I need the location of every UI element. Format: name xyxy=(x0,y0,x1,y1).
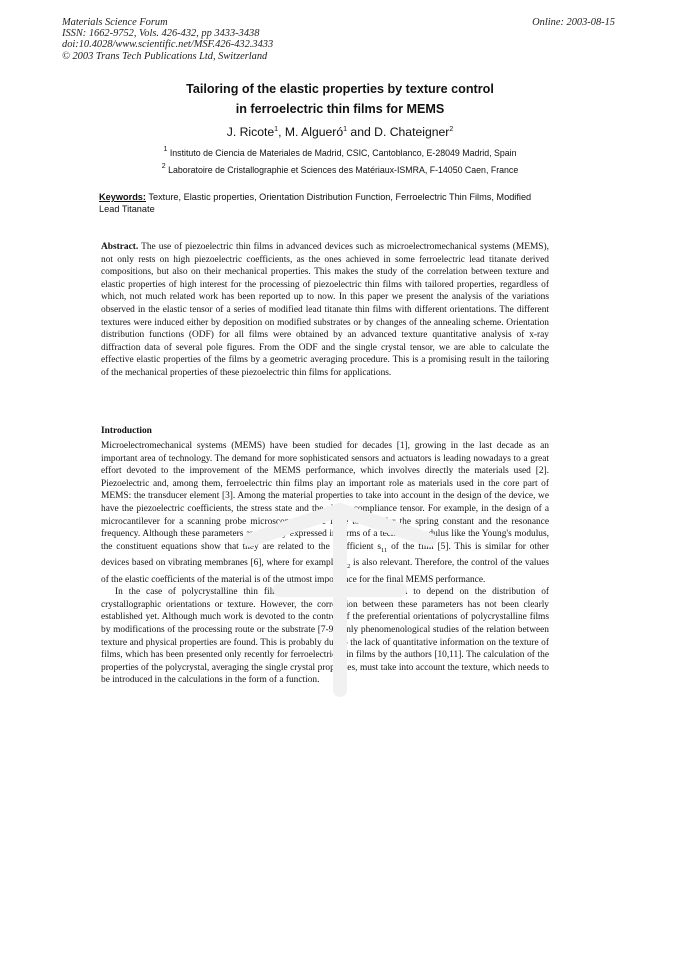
paragraph-text: is also relevant. Therefore, the control of the values of the elastic coefficients of the material is of the utmost importance for the final MEMS performance. xyxy=(101,558,550,585)
abstract-text: The use of piezoelectric thin films in advanced devices such as microelectromechanical systems (MEMS), not only rests on high piezoelectric coefficients, as the ones achieved in some ferroelectric lead titanate derived compositions, but also on their mechanical properties. This makes the study of the correlation between texture and elastic properties of high interest for the processing of piezoelectric thin films with tailored properties, regardless of which, not much related work has been reported up to now. In this paper we present the analysis of the variations observed in the elastic tensor of a series of modified lead titanate thin films with different orientations. The different textures were induced either by deposition on modified substrates or by changes of the annealing scheme. Orientation distribution functions (ODF) for all films were obtained by an advanced texture quantitative analysis of x-ray diffraction data of several pole figures. From the ODF and the single crystal tensor, we are able to calculate the effective elastic properties of the films by a geometric averaging procedure. This is a promising result in the tailoring of the mechanical properties of these piezoelectric thin films for applications. xyxy=(101,242,549,378)
publication-info xyxy=(62,17,273,62)
abstract xyxy=(101,241,549,380)
title-line-2: in ferroelectric thin films for MEMS xyxy=(235,101,445,116)
affiliation-text: Instituto de Ciencia de Materiales de Madrid, CSIC, Cantoblanco, E-28049 Madrid, Spain xyxy=(169,148,517,158)
keywords-text: Texture, Elastic properties, Orientation Distribution Function, Ferroelectric Thin Films, Modified Lead Titanate xyxy=(99,192,532,214)
affiliation-mark: 1 xyxy=(274,126,279,133)
subscript: 11 xyxy=(381,546,388,554)
affiliation-text: Laboratoire de Cristallographie et Sciences des Matériaux-ISMRA, F-14050 Caen, France xyxy=(168,165,519,175)
author-list xyxy=(62,125,618,139)
author-separator: , xyxy=(278,125,285,139)
paper-title xyxy=(62,80,618,119)
author-separator: and xyxy=(347,125,375,139)
subscript: 12 xyxy=(343,563,351,571)
affiliation-2 xyxy=(62,165,618,175)
affiliation-number: 2 xyxy=(161,163,166,170)
keywords xyxy=(99,192,549,215)
copyright-line: © 2003 Trans Tech Publications Ltd, Switzerland xyxy=(62,50,268,62)
keywords-label: Keywords: xyxy=(99,192,146,202)
paragraph-text: of the film [5]. This is similar for other devices based on vibrating membranes [6], where for example s xyxy=(101,541,549,569)
paragraph-text: Microelectromechanical systems (MEMS) have been studied for decades [1], growing in the last decade as an important area of technology. The demand for more sophisticated sensors and actuators is leading nowadays to a great effort devoted to the improvement of the MEMS performance, which involves directly the materials used [2]. Piezoelectric and, among them, ferroelectric thin films play an important role as materials used in the core part of MEMS: the transducer element [3]. Among the material properties to take into account in the design of the device, we have the piezoelectric coefficients, the stress state and the elastic compliance tensor. For example, in the design of a microcantilever for a scanning probe microscope [4], we have to consider the spring constant and the resonance frequency. Although these parameters are usually expressed in terms of a technical modulus like the Young's modulus, the constituent equations show that they are related to the coefficient s xyxy=(101,441,549,552)
author-name: D. Chateigner xyxy=(374,125,450,139)
title-line-1: Tailoring of the elastic properties by texture control xyxy=(186,82,494,96)
paragraph: In the case of polycrystalline thin films, elastic properties are known to depend on the distribution of crystallographic orientations or texture. However, the correlation between these parameters has not been clearly established yet. Although much work is devoted to the control of the preferential orientations of polycrystalline films by modifications of the processing route or the substrate [7-9], only phenomenological studies of the relation between texture and physical properties are found. This is probably due to the lack of quantitative information on the texture of films, which has been presented only recently for ferroelectric thin films by the authors [10,11]. The calculation of the properties of the polycrystal, averaging the single crystal properties, must take into account the texture, which needs to be introduced in the calculations in the form of a function. xyxy=(101,587,549,686)
online-date: Online: 2003-08-15 xyxy=(532,17,615,28)
publisher-watermark xyxy=(210,470,470,730)
journal-name: Materials Science Forum xyxy=(62,17,168,28)
section-heading-introduction: Introduction xyxy=(101,426,152,436)
author-name: M. Algueró xyxy=(284,125,344,139)
issn-line: ISSN: 1662-9752, Vols. 426-432, pp 3433-3438 xyxy=(62,28,260,40)
affiliation-1 xyxy=(62,148,618,158)
affiliation-mark: 2 xyxy=(449,126,454,133)
doi-link[interactable]: doi:10.4028/www.scientific.net/MSF.426-432.3433 xyxy=(62,39,274,51)
affiliation-mark: 1 xyxy=(343,126,348,133)
affiliation-number: 1 xyxy=(163,146,168,153)
abstract-label: Abstract. xyxy=(101,242,139,252)
author-name: J. Ricote xyxy=(226,125,275,139)
